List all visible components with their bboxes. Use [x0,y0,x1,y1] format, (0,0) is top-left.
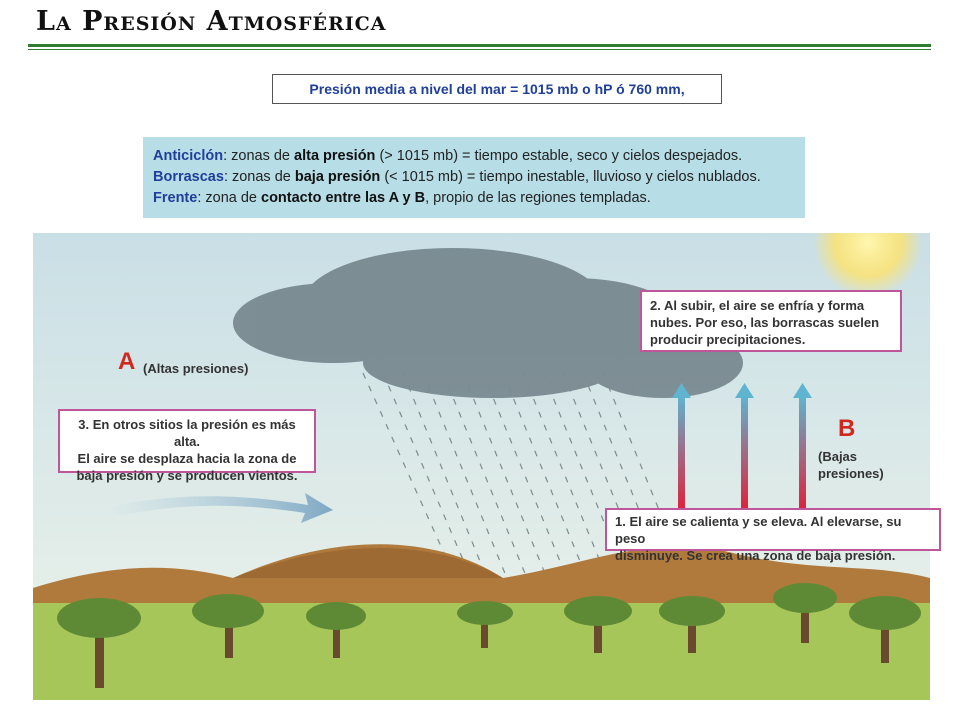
mean-pressure-box [272,74,722,104]
high-pressure-label: (Altas presiones) [143,361,249,376]
definition-storms: Borrascas: zonas de baja presión (< 1015 mb) = tiempo inestable, lluvioso y cielos nublados. [153,169,761,185]
callout-rising-air: 1. El aire se calienta y se eleva. Al elevarse, su peso disminuye. Se crea una zona de baja presión. [605,508,941,551]
high-pressure-letter: A [118,348,136,375]
page-title: La Presión Atmosférica [36,6,387,37]
definition-front: Frente: zona de contacto entre las A y B, propio de las regiones templadas. [153,190,651,206]
title-rule [28,44,931,47]
definitions-box [143,137,805,218]
callout-winds: 3. En otros sitios la presión es más alta. El aire se desplaza hacia la zona de baja presión y se producen vientos. [58,409,316,473]
title-rule-thin [28,49,931,50]
callout-clouds: 2. Al subir, el aire se enfría y forma nubes. Por eso, las borrascas suelen producir precipitaciones. [640,290,902,352]
definition-anticyclone: Anticiclón: zonas de alta presión (> 1015 mb) = tiempo estable, seco y cielos despejados. [153,148,743,164]
low-pressure-label: (Bajas presiones) [818,449,884,481]
mean-pressure-text: Presión media a nivel del mar = 1015 mb o hP ó 760 mm, [309,81,685,97]
low-pressure-letter: B [838,415,856,442]
